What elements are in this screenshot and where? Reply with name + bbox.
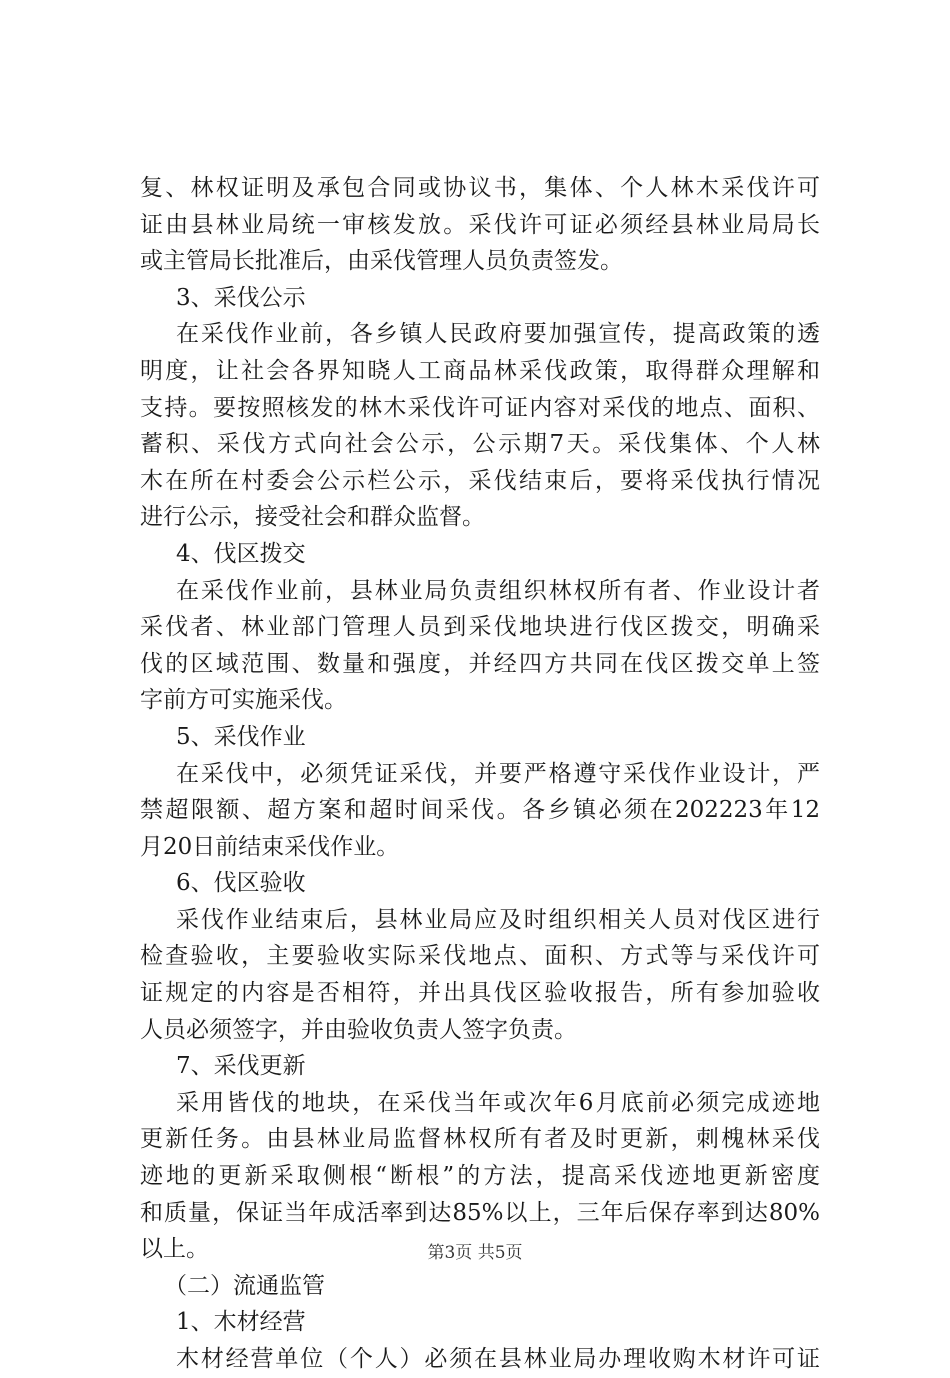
text-line: 在采伐作业前，县林业局负责组织林权所有者、作业设计者 bbox=[176, 577, 820, 604]
text-line: 采伐作业结束后，县林业局应及时组织相关人员对伐区进行 bbox=[176, 906, 820, 933]
text-line: 月20日前结束采伐作业。 bbox=[140, 833, 400, 860]
text-line: 证由县林业局统一审核发放。采伐许可证必须经县林业局局长 bbox=[140, 211, 820, 238]
text-line: 或主管局长批准后，由采伐管理人员负责签发。 bbox=[140, 248, 623, 275]
text-line: 进行公示，接受社会和群众监督。 bbox=[140, 504, 485, 531]
text-line: 证规定的内容是否相符，并出具伐区验收报告，所有参加验收 bbox=[140, 980, 820, 1007]
text-line: 和质量，保证当年成活率到达85%以上，三年后保存率到达80% bbox=[140, 1199, 820, 1226]
text-line: 采伐者、林业部门管理人员到采伐地块进行伐区拨交，明确采 bbox=[140, 614, 820, 641]
document-body bbox=[140, 170, 820, 1378]
text-line: 采用皆伐的地块，在采伐当年或次年6月底前必须完成迹地 bbox=[176, 1089, 820, 1116]
text-line: 字前方可实施采伐。 bbox=[140, 687, 347, 714]
text-line: 木在所在村委会公示栏公示，采伐结束后，要将采伐执行情况 bbox=[140, 467, 820, 494]
text-line: 复、林权证明及承包合同或协议书，集体、个人林木采伐许可 bbox=[140, 175, 820, 201]
section-heading: 7、采伐更新 bbox=[176, 1053, 306, 1080]
page-footer: 第3页 共5页 bbox=[427, 1243, 523, 1263]
section-heading: 5、采伐作业 bbox=[176, 723, 306, 750]
text-line: 迹地的更新采取侧根“断根”的方法，提高采伐迹地更新密度 bbox=[140, 1163, 820, 1190]
section-heading: 3、采伐公示 bbox=[176, 284, 306, 311]
section-heading: 1、木材经营 bbox=[176, 1309, 306, 1336]
text-line: 蓄积、采伐方式向社会公示，公示期7天。采伐集体、个人林 bbox=[140, 431, 820, 458]
text-line: 伐的区域范围、数量和强度，并经四方共同在伐区拨交单上签 bbox=[140, 650, 820, 677]
section-heading: （二）流通监管 bbox=[164, 1272, 325, 1299]
text-line: 禁超限额、超方案和超时间采伐。各乡镇必须在202223年12 bbox=[140, 797, 820, 824]
text-line: 检查验收，主要验收实际采伐地点、面积、方式等与采伐许可 bbox=[140, 943, 820, 970]
text-line: 明度，让社会各界知晓人工商品林采伐政策，取得群众理解和 bbox=[140, 357, 820, 384]
text-line: 在采伐作业前，各乡镇人民政府要加强宣传，提高政策的透 bbox=[176, 321, 820, 348]
text-line: 人员必须签字，并由验收负责人签字负责。 bbox=[140, 1016, 577, 1043]
text-line: 以上。 bbox=[140, 1236, 209, 1263]
section-heading: 4、伐区拨交 bbox=[176, 540, 306, 567]
text-line: 木材经营单位（个人）必须在县林业局办理收购木材许可证 bbox=[176, 1346, 820, 1372]
text-line: 在采伐中，必须凭证采伐，并要严格遵守采伐作业设计，严 bbox=[176, 760, 820, 787]
section-heading: 6、伐区验收 bbox=[176, 870, 306, 897]
text-line: 支持。要按照核发的林木采伐许可证内容对采伐的地点、面积、 bbox=[140, 394, 820, 421]
text-line: 更新任务。由县林业局监督林权所有者及时更新，刺槐林采伐 bbox=[140, 1126, 820, 1153]
